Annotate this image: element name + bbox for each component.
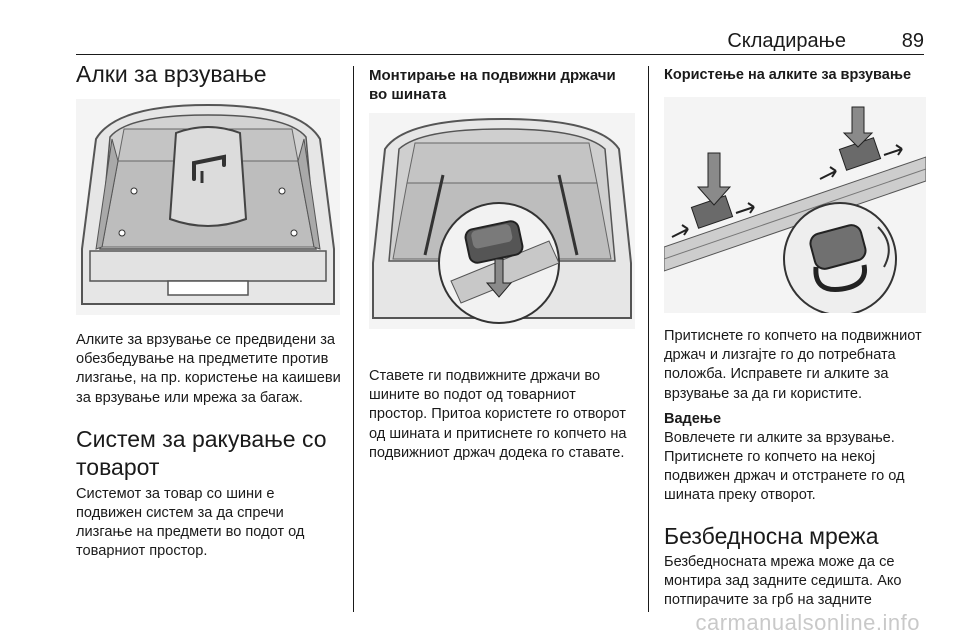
column-divider-1	[353, 66, 354, 612]
section-heading-safety-net: Безбедносна мрежа	[664, 522, 879, 549]
paragraph-safety-net: Безбедносната мрежа може да се монтира зад задните седишта. Ако потпирачите за грб на задните	[664, 553, 902, 609]
illustration-cargo-area-rings	[76, 99, 340, 315]
column-3	[664, 66, 926, 610]
column-divider-2	[648, 66, 649, 612]
paragraph-using-rings: Притиснете го копчето на подвижниот држач и лизгајте го до потребната положба. Исправете ги алките за врзување за да ги користите.	[664, 328, 922, 402]
column-2	[369, 66, 635, 463]
section-heading-tie-down-rings: Алки за врзување	[76, 61, 267, 87]
watermark: carmanualsonline.info	[695, 610, 920, 635]
column-1	[76, 60, 342, 562]
heading-installing-holders: Монтирање на подвижни држачи во шината	[369, 67, 616, 103]
section-title: Складирање	[727, 30, 846, 52]
section-heading-load-management: Систем за ракување со товарот	[76, 425, 327, 480]
paragraph-load-system: Системот за товар со шини е подвижен систем за да спречи лизгање на предмети во подот од товарниот простор.	[76, 485, 305, 560]
heading-using-rings: Користење на алките за врзување	[664, 67, 912, 83]
page-number: 89	[901, 30, 924, 52]
paragraph-removal: Вовлечете ги алките за врзување. Притиснете го копчето на некој подвижен држач и отстранете го од шината преку отворот.	[664, 429, 905, 504]
illustration-installing-holders	[369, 113, 635, 329]
header-rule	[76, 54, 924, 55]
paragraph-installing-holders: Ставете ги подвижните држачи во шините во подот од товарниот простор. Притоа користете го отворот од шината и притиснете го копчето на подвижниот држач додека го ставате.	[369, 368, 627, 461]
page-header	[76, 30, 924, 52]
paragraph-rings-purpose: Алките за врзување се предвидени за обезбедување на предметите против лизгање, на пр. користење на каишеви за врзување или мрежа за багаж.	[76, 332, 341, 406]
subheading-removal: Вадење	[664, 410, 722, 427]
illustration-using-rings	[664, 97, 926, 313]
